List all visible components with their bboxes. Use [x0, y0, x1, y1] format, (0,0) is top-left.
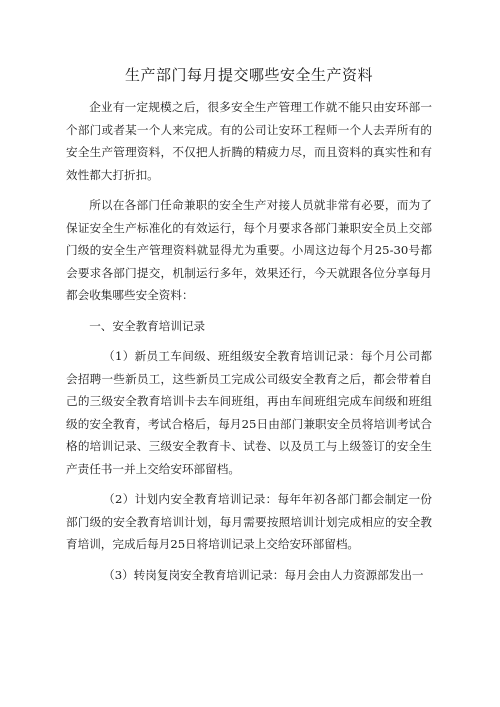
intro-paragraph-2: 所以在各部门任命兼职的安全生产对接人员就非常有必要，而为了保证安全生产标准化的有效运行，每个月要求各部门兼职安全员上交部门级的安全生产管理资料就显得尤为重要。小周这边每个月25-30号都会要求各部门提交，机制运行多年，效果还行，今天就跟各位分享每月都会收集哪些安全资料： — [66, 198, 432, 302]
item-planned-training: （2）计划内安全教育培训记录：每年年初各部门都会制定一份部门级的安全教育培训计划，每月需要按照培训计划完成相应的安全教育培训，完成后每月25日将培训记录上交给安环部留档。 — [66, 492, 432, 551]
section-heading-training: 一、安全教育培训记录 — [89, 318, 206, 333]
item-new-employee-training: （1）新员工车间级、班组级安全教育培训记录：每个月公司都会招聘一些新员工，这些新员工完成公司级安全教育之后，都会带着自己的三级安全教育培训卡去车间班组，再由车间班组完成车间级和班组级的安全教育，考试合格后，每月25日由部门兼职安全员将培训考试合格的培训记录、三级安全教育卡、试卷、以及员工与上级签订的安全生产责任书一并上交给安环部留档。 — [66, 349, 432, 476]
intro-paragraph-1: 企业有一定规模之后，很多安全生产管理工作就不能只由安环部一个部门或者某一个人来完成。有的公司让安环工程师一个人去弄所有的安全生产管理资料，不仅把人折腾的精疲力尽，而且资料的真实性和有效性都大打折扣。 — [66, 100, 432, 182]
item-transfer-training: （3）转岗复岗安全教育培训记录：每月会由人力资源部发出一 — [103, 567, 424, 582]
document-title: 生产部门每月提交哪些安全生产资料 — [124, 66, 373, 84]
